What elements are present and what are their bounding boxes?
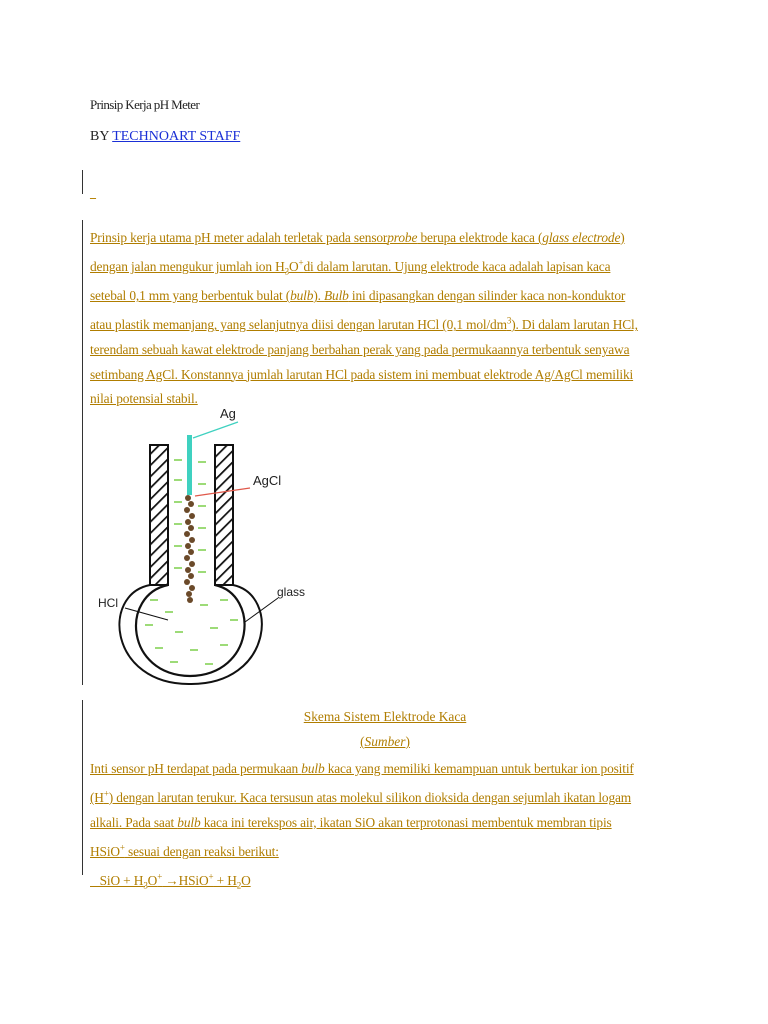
text-line: dengan jalan mengukur jumlah ion $H_3O^+di$ dalam larutan. Ujung elektrode kaca adalah lapisan kaca — [90, 257, 611, 277]
by-label: BY — [90, 129, 109, 144]
text-line: atau plastik memanjang, yang selanjutnya diisi dengan larutan HCl (0,1 mol/$dm^3$). Di dalam larutan HCl, — [90, 315, 638, 333]
text-line: setimbang AgCl. Konstannya jumlah larutan HCl pada sistem ini membuat elektrode Ag/AgCl memiliki — [90, 366, 634, 382]
hcl-pointer — [125, 608, 168, 620]
byline — [90, 129, 240, 145]
label-agcl: AgCl — [253, 473, 282, 488]
source-link[interactable]: Sumber — [364, 734, 406, 749]
paragraph-sensor — [90, 757, 690, 898]
label-ag: Ag — [220, 406, 236, 421]
paragraph-intro — [90, 226, 690, 412]
quote-bar — [82, 220, 83, 685]
text-line: alkali. Pada saat bulb kaca ini terekspos air, ikatan SiO akan terprotonasi membentuk membran tipis — [90, 814, 612, 830]
ag-pointer — [193, 422, 238, 438]
label-glass: glass — [277, 585, 306, 599]
document-title: Prinsip Kerja pH Meter — [90, 97, 200, 112]
quote-bar — [82, 700, 83, 875]
figure-caption: Skema Sistem Elektrode Kaca — [303, 709, 467, 724]
text-line: (H+) dengan larutan terukur. Kaca tersusun atas molekul silikon dioksida dengan sejumlah ikatan logam — [90, 788, 632, 806]
text-line: nilai potensial stabil. — [90, 391, 198, 407]
electrode-diagram — [90, 400, 320, 690]
text-line: Prinsip kerja utama pH meter adalah terletak pada sensorprobe berupa elektrode kaca (glass electrode) — [90, 230, 625, 245]
silver-wire — [187, 435, 192, 495]
text-line: Inti sensor pH terdapat pada permukaan bulb kaca yang memiliki kemampuan untuk bertukar ion positif — [90, 761, 634, 776]
text-line: terendam sebuah kawat elektrode panjang berbahan perak yang pada permukaannya terbentuk senyawa — [90, 341, 630, 357]
tube-wall-right — [215, 445, 233, 585]
agcl-coating — [184, 495, 195, 603]
figure-source: (Sumber) — [360, 734, 410, 749]
text-line: HSiO+ sesuai dengan reaksi berikut: — [90, 842, 279, 859]
text-line: setebal 0,1 mm yang berbentuk bulat (bulb). Bulb ini dipasangkan dengan silinder kaca non-konduktor — [90, 288, 626, 304]
label-hcl: HCl — [98, 596, 118, 610]
quote-bar — [82, 170, 83, 194]
author-link[interactable]: TECHNOART STAFF — [112, 129, 241, 144]
reaction-equation: SiO + $H_3O^+$ →HSiO+ + $H_2O$ — [90, 871, 251, 891]
small-link[interactable]: _ — [90, 186, 96, 200]
tube-wall-left — [150, 445, 168, 585]
